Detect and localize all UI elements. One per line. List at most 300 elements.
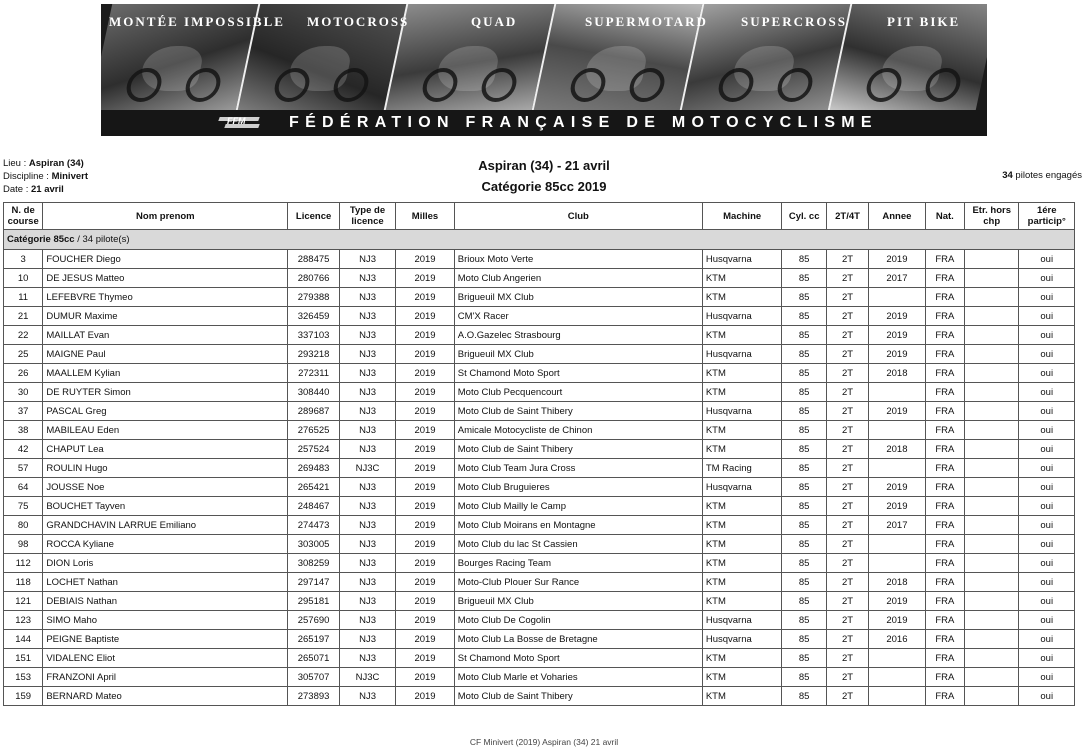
col-stroke: 2T/4T — [826, 203, 868, 230]
table-row — [4, 649, 1075, 668]
cell-type: NJ3 — [339, 573, 395, 592]
cell-annee: 2019 — [869, 250, 925, 269]
cell-cyl: 85 — [782, 630, 826, 649]
cell-first: oui — [1019, 687, 1075, 706]
cell-etr — [964, 383, 1018, 402]
cell-machine: KTM — [702, 288, 782, 307]
cell-first: oui — [1019, 383, 1075, 402]
table-row — [4, 668, 1075, 687]
cell-licence: 276525 — [288, 421, 339, 440]
cell-type: NJ3C — [339, 668, 395, 687]
cell-annee: 2019 — [869, 611, 925, 630]
cell-stroke: 2T — [826, 649, 868, 668]
cell-stroke: 2T — [826, 497, 868, 516]
cell-cyl: 85 — [782, 345, 826, 364]
cell-club: Moto Club Moirans en Montagne — [454, 516, 702, 535]
cell-milles: 2019 — [396, 345, 454, 364]
cell-stroke: 2T — [826, 535, 868, 554]
cell-machine: KTM — [702, 649, 782, 668]
banner-category-supercross: SUPERCROSS — [741, 14, 847, 29]
cell-nat: FRA — [925, 649, 964, 668]
cell-milles: 2019 — [396, 440, 454, 459]
cell-stroke: 2T — [826, 459, 868, 478]
cell-stroke: 2T — [826, 250, 868, 269]
cell-type: NJ3 — [339, 402, 395, 421]
cell-licence: 265197 — [288, 630, 339, 649]
cell-club: Brigueuil MX Club — [454, 345, 702, 364]
cell-annee — [869, 383, 925, 402]
cell-name: ROULIN Hugo — [43, 459, 288, 478]
cell-annee: 2019 — [869, 592, 925, 611]
table-row — [4, 516, 1075, 535]
cell-nat: FRA — [925, 402, 964, 421]
cell-first: oui — [1019, 573, 1075, 592]
cell-num: 3 — [4, 250, 43, 269]
cell-type: NJ3 — [339, 307, 395, 326]
table-row — [4, 535, 1075, 554]
cell-type: NJ3 — [339, 630, 395, 649]
cell-name: PASCAL Greg — [43, 402, 288, 421]
cell-name: BOUCHET Tayven — [43, 497, 288, 516]
cell-first: oui — [1019, 497, 1075, 516]
cell-annee: 2017 — [869, 516, 925, 535]
cell-club: CM'X Racer — [454, 307, 702, 326]
cell-name: MAALLEM Kylian — [43, 364, 288, 383]
cell-stroke: 2T — [826, 668, 868, 687]
entries-table — [3, 202, 1075, 706]
cell-first: oui — [1019, 516, 1075, 535]
cell-num: 153 — [4, 668, 43, 687]
cell-stroke: 2T — [826, 402, 868, 421]
cell-cyl: 85 — [782, 383, 826, 402]
table-row — [4, 478, 1075, 497]
cell-nat: FRA — [925, 421, 964, 440]
table-row — [4, 497, 1075, 516]
cell-first: oui — [1019, 611, 1075, 630]
cell-licence: 305707 — [288, 668, 339, 687]
cell-machine: KTM — [702, 364, 782, 383]
cell-name: MABILEAU Eden — [43, 421, 288, 440]
cell-club: Bourges Racing Team — [454, 554, 702, 573]
cell-etr — [964, 326, 1018, 345]
cell-milles: 2019 — [396, 497, 454, 516]
cell-etr — [964, 497, 1018, 516]
cell-type: NJ3 — [339, 611, 395, 630]
cell-club: Moto Club Bruguieres — [454, 478, 702, 497]
cell-licence: 257690 — [288, 611, 339, 630]
discipline-label: Discipline : — [3, 171, 52, 182]
cell-machine: KTM — [702, 573, 782, 592]
cell-licence: 326459 — [288, 307, 339, 326]
cell-num: 26 — [4, 364, 43, 383]
cell-num: 151 — [4, 649, 43, 668]
cell-type: NJ3C — [339, 459, 395, 478]
cell-first: oui — [1019, 554, 1075, 573]
cell-annee — [869, 649, 925, 668]
cell-cyl: 85 — [782, 516, 826, 535]
cell-type: NJ3 — [339, 364, 395, 383]
cell-milles: 2019 — [396, 402, 454, 421]
cell-licence: 337103 — [288, 326, 339, 345]
cell-first: oui — [1019, 440, 1075, 459]
cell-annee — [869, 687, 925, 706]
cell-machine: Husqvarna — [702, 307, 782, 326]
cell-etr — [964, 307, 1018, 326]
cell-num: 98 — [4, 535, 43, 554]
cell-num: 123 — [4, 611, 43, 630]
cell-name: DUMUR Maxime — [43, 307, 288, 326]
cell-num: 80 — [4, 516, 43, 535]
cell-etr — [964, 364, 1018, 383]
cell-machine: KTM — [702, 497, 782, 516]
table-row — [4, 383, 1075, 402]
table-row — [4, 402, 1075, 421]
cell-licence: 280766 — [288, 269, 339, 288]
cell-club: Brioux Moto Verte — [454, 250, 702, 269]
col-num: N. de course — [4, 203, 43, 230]
banner-category-motocross: MOTOCROSS — [307, 14, 410, 29]
cell-cyl: 85 — [782, 269, 826, 288]
cell-milles: 2019 — [396, 269, 454, 288]
cell-nat: FRA — [925, 364, 964, 383]
cell-type: NJ3 — [339, 250, 395, 269]
cell-milles: 2019 — [396, 516, 454, 535]
cell-name: GRANDCHAVIN LARRUE Emiliano — [43, 516, 288, 535]
cell-machine: Husqvarna — [702, 611, 782, 630]
cell-num: 25 — [4, 345, 43, 364]
cell-machine: KTM — [702, 269, 782, 288]
cell-num: 38 — [4, 421, 43, 440]
cell-name: JOUSSE Noe — [43, 478, 288, 497]
federation-title: FÉDÉRATION FRANÇAISE DE MOTOCYCLISME — [289, 114, 878, 131]
table-row — [4, 250, 1075, 269]
cell-num: 121 — [4, 592, 43, 611]
cell-name: PEIGNE Baptiste — [43, 630, 288, 649]
cell-stroke: 2T — [826, 364, 868, 383]
cell-nat: FRA — [925, 668, 964, 687]
cell-club: Moto Club La Bosse de Bretagne — [454, 630, 702, 649]
cell-first: oui — [1019, 668, 1075, 687]
col-first: 1ére particip° — [1019, 203, 1075, 230]
cell-milles: 2019 — [396, 326, 454, 345]
cell-club: Moto Club Team Jura Cross — [454, 459, 702, 478]
banner-footer — [101, 110, 987, 136]
cell-club: Moto Club de Saint Thibery — [454, 402, 702, 421]
cell-nat: FRA — [925, 250, 964, 269]
cell-stroke: 2T — [826, 269, 868, 288]
cell-annee: 2019 — [869, 326, 925, 345]
cell-machine: Husqvarna — [702, 250, 782, 269]
table-row — [4, 345, 1075, 364]
cell-etr — [964, 630, 1018, 649]
cell-type: NJ3 — [339, 421, 395, 440]
cell-cyl: 85 — [782, 459, 826, 478]
table-row — [4, 440, 1075, 459]
cell-stroke: 2T — [826, 288, 868, 307]
cell-first: oui — [1019, 364, 1075, 383]
cell-club: Moto Club Angerien — [454, 269, 702, 288]
engaged-label: pilotes engagés — [1012, 170, 1082, 181]
cell-stroke: 2T — [826, 478, 868, 497]
cell-licence: 248467 — [288, 497, 339, 516]
cell-licence: 279388 — [288, 288, 339, 307]
cell-nat: FRA — [925, 269, 964, 288]
cell-nat: FRA — [925, 554, 964, 573]
cell-nat: FRA — [925, 630, 964, 649]
cell-licence: 274473 — [288, 516, 339, 535]
cell-first: oui — [1019, 630, 1075, 649]
cell-club: St Chamond Moto Sport — [454, 649, 702, 668]
cell-name: DEBIAIS Nathan — [43, 592, 288, 611]
cell-name: MAIGNE Paul — [43, 345, 288, 364]
cell-num: 57 — [4, 459, 43, 478]
col-machine: Machine — [702, 203, 782, 230]
table-row — [4, 687, 1075, 706]
cell-machine: KTM — [702, 440, 782, 459]
category-cell — [4, 230, 1075, 250]
cell-milles: 2019 — [396, 421, 454, 440]
cell-num: 75 — [4, 497, 43, 516]
banner-category-montee: MONTÉE IMPOSSIBLE — [109, 14, 285, 29]
cell-name: MAILLAT Evan — [43, 326, 288, 345]
cell-cyl: 85 — [782, 535, 826, 554]
cell-first: oui — [1019, 421, 1075, 440]
cell-num: 30 — [4, 383, 43, 402]
cell-licence: 289687 — [288, 402, 339, 421]
cell-stroke: 2T — [826, 383, 868, 402]
cell-first: oui — [1019, 326, 1075, 345]
cell-club: Amicale Motocycliste de Chinon — [454, 421, 702, 440]
table-row — [4, 554, 1075, 573]
cell-machine: KTM — [702, 383, 782, 402]
cell-etr — [964, 288, 1018, 307]
cell-machine: KTM — [702, 535, 782, 554]
cell-machine: Husqvarna — [702, 630, 782, 649]
cell-licence: 265421 — [288, 478, 339, 497]
cell-machine: KTM — [702, 668, 782, 687]
cell-nat: FRA — [925, 573, 964, 592]
cell-annee — [869, 421, 925, 440]
cell-etr — [964, 440, 1018, 459]
discipline-value: Minivert — [51, 171, 89, 182]
cell-club: Brigueuil MX Club — [454, 288, 702, 307]
table-row — [4, 630, 1075, 649]
cell-nat: FRA — [925, 478, 964, 497]
banner-category-quad: QUAD — [471, 14, 518, 29]
cell-name: CHAPUT Lea — [43, 440, 288, 459]
cell-annee: 2019 — [869, 345, 925, 364]
category-name: Catégorie 85cc — [7, 234, 75, 245]
cell-milles: 2019 — [396, 459, 454, 478]
cell-stroke: 2T — [826, 573, 868, 592]
cell-club: Moto Club Marle et Voharies — [454, 668, 702, 687]
cell-type: NJ3 — [339, 554, 395, 573]
cell-cyl: 85 — [782, 307, 826, 326]
table-row — [4, 459, 1075, 478]
cell-num: 118 — [4, 573, 43, 592]
engaged-count — [1002, 170, 1082, 181]
cell-milles: 2019 — [396, 478, 454, 497]
col-name: Nom prenom — [43, 203, 288, 230]
cell-type: NJ3 — [339, 383, 395, 402]
cell-first: oui — [1019, 459, 1075, 478]
cell-num: 11 — [4, 288, 43, 307]
cell-club: Moto Club Mailly le Camp — [454, 497, 702, 516]
cell-etr — [964, 554, 1018, 573]
cell-etr — [964, 535, 1018, 554]
cell-num: 159 — [4, 687, 43, 706]
cell-stroke: 2T — [826, 516, 868, 535]
col-cyl: Cyl. cc — [782, 203, 826, 230]
cell-cyl: 85 — [782, 288, 826, 307]
cell-cyl: 85 — [782, 611, 826, 630]
cell-num: 42 — [4, 440, 43, 459]
banner-category-supermotard: SUPERMOTARD — [585, 14, 708, 29]
cell-etr — [964, 668, 1018, 687]
cell-cyl: 85 — [782, 478, 826, 497]
cell-type: NJ3 — [339, 345, 395, 364]
cell-cyl: 85 — [782, 421, 826, 440]
cell-num: 22 — [4, 326, 43, 345]
cell-etr — [964, 402, 1018, 421]
cell-licence: 308440 — [288, 383, 339, 402]
cell-cyl: 85 — [782, 668, 826, 687]
cell-etr — [964, 478, 1018, 497]
cell-name: SIMO Maho — [43, 611, 288, 630]
cell-cyl: 85 — [782, 440, 826, 459]
cell-type: NJ3 — [339, 649, 395, 668]
cell-machine: Husqvarna — [702, 402, 782, 421]
cell-type: NJ3 — [339, 269, 395, 288]
col-licence: Licence — [288, 203, 339, 230]
cell-name: FRANZONI April — [43, 668, 288, 687]
ffm-banner — [101, 4, 987, 136]
cell-nat: FRA — [925, 345, 964, 364]
engaged-number: 34 — [1002, 170, 1013, 181]
cell-milles: 2019 — [396, 649, 454, 668]
cell-type: NJ3 — [339, 687, 395, 706]
cell-type: NJ3 — [339, 535, 395, 554]
col-etr: Etr. hors chp — [964, 203, 1018, 230]
cell-etr — [964, 269, 1018, 288]
cell-name: VIDALENC Eliot — [43, 649, 288, 668]
cell-machine: KTM — [702, 326, 782, 345]
category-row — [4, 230, 1075, 250]
cell-stroke: 2T — [826, 307, 868, 326]
cell-stroke: 2T — [826, 440, 868, 459]
cell-num: 21 — [4, 307, 43, 326]
cell-milles: 2019 — [396, 288, 454, 307]
cell-stroke: 2T — [826, 611, 868, 630]
cell-annee — [869, 535, 925, 554]
cell-nat: FRA — [925, 687, 964, 706]
cell-annee: 2018 — [869, 364, 925, 383]
cell-machine: KTM — [702, 516, 782, 535]
cell-machine: KTM — [702, 687, 782, 706]
cell-milles: 2019 — [396, 364, 454, 383]
cell-etr — [964, 459, 1018, 478]
cell-name: DION Loris — [43, 554, 288, 573]
table-row — [4, 364, 1075, 383]
table-row — [4, 573, 1075, 592]
cell-club: St Chamond Moto Sport — [454, 364, 702, 383]
cell-type: NJ3 — [339, 497, 395, 516]
cell-etr — [964, 345, 1018, 364]
cell-cyl: 85 — [782, 649, 826, 668]
cell-nat: FRA — [925, 459, 964, 478]
cell-num: 64 — [4, 478, 43, 497]
cell-club: Moto Club Pecquencourt — [454, 383, 702, 402]
cell-annee: 2018 — [869, 440, 925, 459]
cell-club: Moto Club de Saint Thibery — [454, 687, 702, 706]
table-row — [4, 307, 1075, 326]
cell-etr — [964, 250, 1018, 269]
cell-etr — [964, 421, 1018, 440]
cell-nat: FRA — [925, 288, 964, 307]
cell-num: 10 — [4, 269, 43, 288]
cell-licence: 293218 — [288, 345, 339, 364]
cell-annee: 2019 — [869, 478, 925, 497]
cell-milles: 2019 — [396, 250, 454, 269]
cell-annee: 2018 — [869, 573, 925, 592]
cell-nat: FRA — [925, 592, 964, 611]
cell-annee: 2019 — [869, 402, 925, 421]
cell-annee — [869, 459, 925, 478]
cell-licence: 273893 — [288, 687, 339, 706]
cell-club: Brigueuil MX Club — [454, 592, 702, 611]
cell-cyl: 85 — [782, 326, 826, 345]
cell-cyl: 85 — [782, 573, 826, 592]
cell-name: LOCHET Nathan — [43, 573, 288, 592]
table-row — [4, 611, 1075, 630]
cell-etr — [964, 592, 1018, 611]
col-nat: Nat. — [925, 203, 964, 230]
cell-stroke: 2T — [826, 326, 868, 345]
cell-etr — [964, 573, 1018, 592]
cell-milles: 2019 — [396, 307, 454, 326]
cell-name: FOUCHER Diego — [43, 250, 288, 269]
cell-first: oui — [1019, 478, 1075, 497]
cell-nat: FRA — [925, 326, 964, 345]
cell-name: DE RUYTER Simon — [43, 383, 288, 402]
cell-milles: 2019 — [396, 383, 454, 402]
cell-first: oui — [1019, 535, 1075, 554]
cell-licence: 295181 — [288, 592, 339, 611]
cell-licence: 272311 — [288, 364, 339, 383]
cell-etr — [964, 611, 1018, 630]
table-row — [4, 326, 1075, 345]
table-row — [4, 592, 1075, 611]
cell-milles: 2019 — [396, 573, 454, 592]
page-subtitle: Catégorie 85cc 2019 — [481, 179, 607, 194]
cell-nat: FRA — [925, 497, 964, 516]
cell-nat: FRA — [925, 611, 964, 630]
cell-licence: 308259 — [288, 554, 339, 573]
cell-annee: 2019 — [869, 307, 925, 326]
cell-num: 144 — [4, 630, 43, 649]
page-footer: CF Minivert (2019) Aspiran (34) 21 avril — [469, 737, 619, 747]
cell-name: LEFEBVRE Thymeo — [43, 288, 288, 307]
lieu-value: Aspiran (34) — [28, 158, 84, 169]
table-row — [4, 269, 1075, 288]
cell-name: ROCCA Kyliane — [43, 535, 288, 554]
cell-cyl: 85 — [782, 497, 826, 516]
cell-cyl: 85 — [782, 250, 826, 269]
cell-club: Moto-Club Plouer Sur Rance — [454, 573, 702, 592]
cell-licence: 257524 — [288, 440, 339, 459]
col-milles: Milles — [396, 203, 454, 230]
cell-first: oui — [1019, 592, 1075, 611]
